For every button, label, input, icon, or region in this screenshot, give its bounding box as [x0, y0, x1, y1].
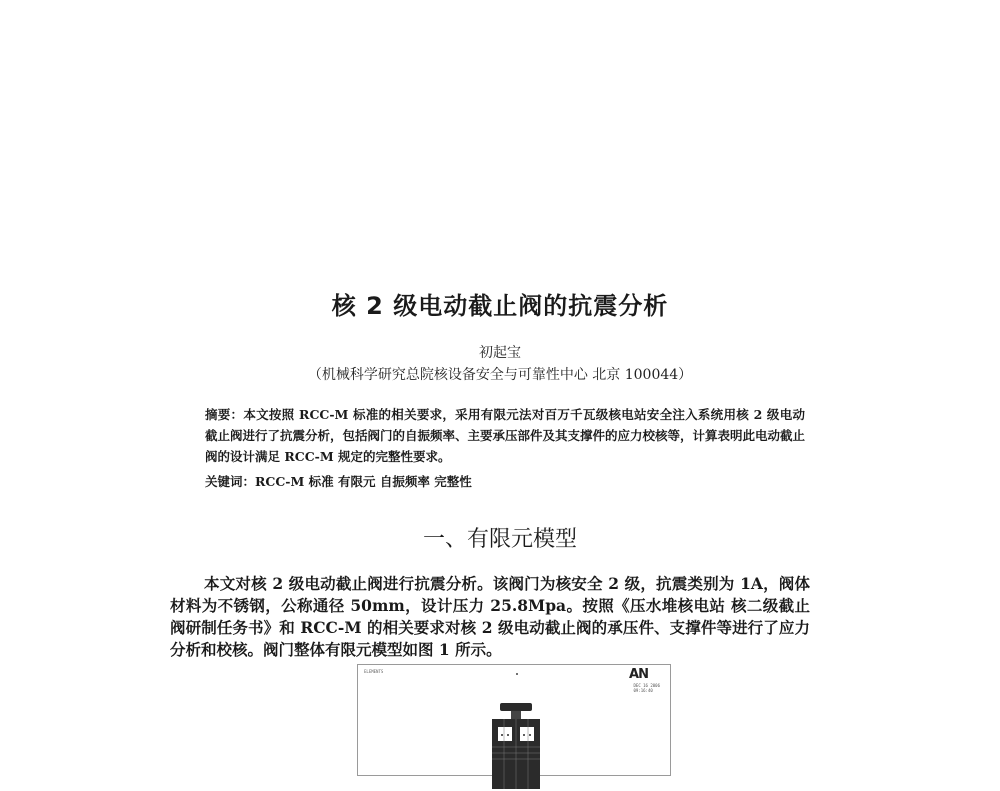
- abstract-text: 本文按照 RCC-M 标准的相关要求，采用有限元法对百万千瓦级核电站安全注入系统用核 2 级电动截止阀进行了抗震分析，包括阀门的自振频率、主要承压部件及其支撑件的应力校核等，计算表明此电动截止阀的设计满足 RCC-M 规定的完整性要求。: [205, 407, 806, 464]
- body-paragraph: 本文对核 2 级电动截止阀进行抗震分析。该阀门为核安全 2 级，抗震类别为 1A，阀体材料为不锈钢，公称通径 50mm，设计压力 25.8Mpa。按照《压水堆核电站 核二级截止阀研制任务书》和 RCC-M 的相关要求对核 2 级电动截止阀的承压件、支撑件等进行了应力分析和校核。阀门整体有限元模型如图 1 所示。: [170, 574, 810, 659]
- valve-yoke-window-left: [498, 727, 512, 741]
- figure-header-label: ELEMENTS: [364, 669, 384, 674]
- paper-author: 初起宝: [479, 345, 521, 361]
- figure-time: 09:16:40: [633, 688, 653, 693]
- valve-yoke-window-right: [520, 727, 534, 741]
- paper-title: 核 2 级电动截止阀的抗震分析: [331, 292, 669, 320]
- paper-affiliation: （机械科学研究总院核设备安全与可靠性中心 北京 100044）: [307, 367, 693, 383]
- abstract-label: 摘要：: [205, 407, 244, 422]
- section-heading: 一、有限元模型: [422, 527, 577, 552]
- valve-mesh-model: [486, 701, 546, 791]
- valve-stem: [511, 711, 521, 719]
- figure-1-fem-model: [357, 664, 671, 776]
- ansys-logo: AN: [629, 667, 648, 682]
- figure-date: DEC 16 2006: [633, 683, 660, 688]
- keywords-label: 关键词：: [205, 474, 256, 489]
- keywords-block: [205, 472, 805, 490]
- keywords-text: RCC-M 标准 有限元 自振频率 完整性: [255, 474, 472, 489]
- abstract-block: [205, 404, 805, 467]
- valve-top-cap: [500, 703, 532, 711]
- figure-timestamp: [634, 683, 661, 693]
- figure-origin-marker: [516, 673, 518, 675]
